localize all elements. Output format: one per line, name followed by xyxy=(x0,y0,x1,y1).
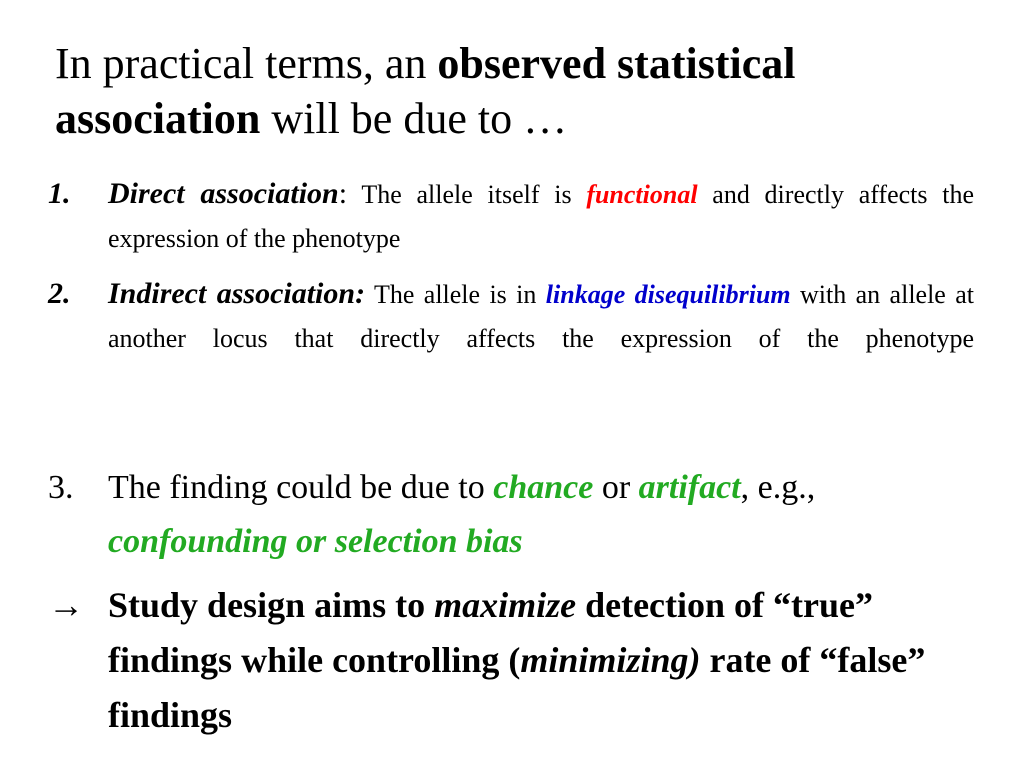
item-highlight: linkage disequilibrium xyxy=(545,280,791,309)
conclusion-body xyxy=(108,578,988,743)
item-text1: The allele is in xyxy=(365,280,546,309)
list-item-chance-artifact xyxy=(48,461,974,569)
conclusion-text1: Study design aims to xyxy=(108,585,435,625)
item-highlight: functional xyxy=(586,180,698,209)
item-body xyxy=(108,172,974,261)
item-text3: , e.g., xyxy=(740,469,816,506)
slide-title xyxy=(55,36,985,146)
item-number: 1. xyxy=(48,177,71,210)
item-body xyxy=(108,272,974,361)
item-number: 2. xyxy=(48,277,71,310)
item-lead: Indirect association: xyxy=(108,277,366,310)
arrow-icon: → xyxy=(48,585,84,625)
item-text2: or xyxy=(593,469,639,506)
item-text1: The finding could be due to xyxy=(108,469,494,506)
conclusion xyxy=(48,578,988,743)
item-lead: Direct association xyxy=(108,177,339,210)
list-item-direct-association xyxy=(48,172,974,261)
title-part1: In practical terms, an xyxy=(55,39,438,88)
conclusion-emph1: maximize xyxy=(434,585,577,625)
list-item-indirect-association xyxy=(48,272,974,361)
item-highlight-bias: confounding or selection bias xyxy=(108,523,523,560)
item-text2: with an allele at another locus that directly affects the expression of the phenotype xyxy=(108,280,974,353)
item-highlight-artifact: artifact xyxy=(638,469,741,506)
item-text1: The allele itself is xyxy=(347,180,587,209)
conclusion-text2: detection of “true” findings while controlling ( xyxy=(108,585,873,680)
conclusion-emph2: minimizing) xyxy=(520,640,701,680)
item-colon: : xyxy=(338,177,348,210)
item-highlight-chance: chance xyxy=(493,469,594,506)
conclusion-text3: rate of “false” findings xyxy=(108,640,926,735)
title-part2: will be due to … xyxy=(260,94,568,143)
item-number: 3. xyxy=(48,469,74,506)
title-bold: observed statistical association xyxy=(55,39,796,143)
item-body xyxy=(108,461,974,569)
item-text2: and directly affects the expression of the phenotype xyxy=(108,180,975,253)
